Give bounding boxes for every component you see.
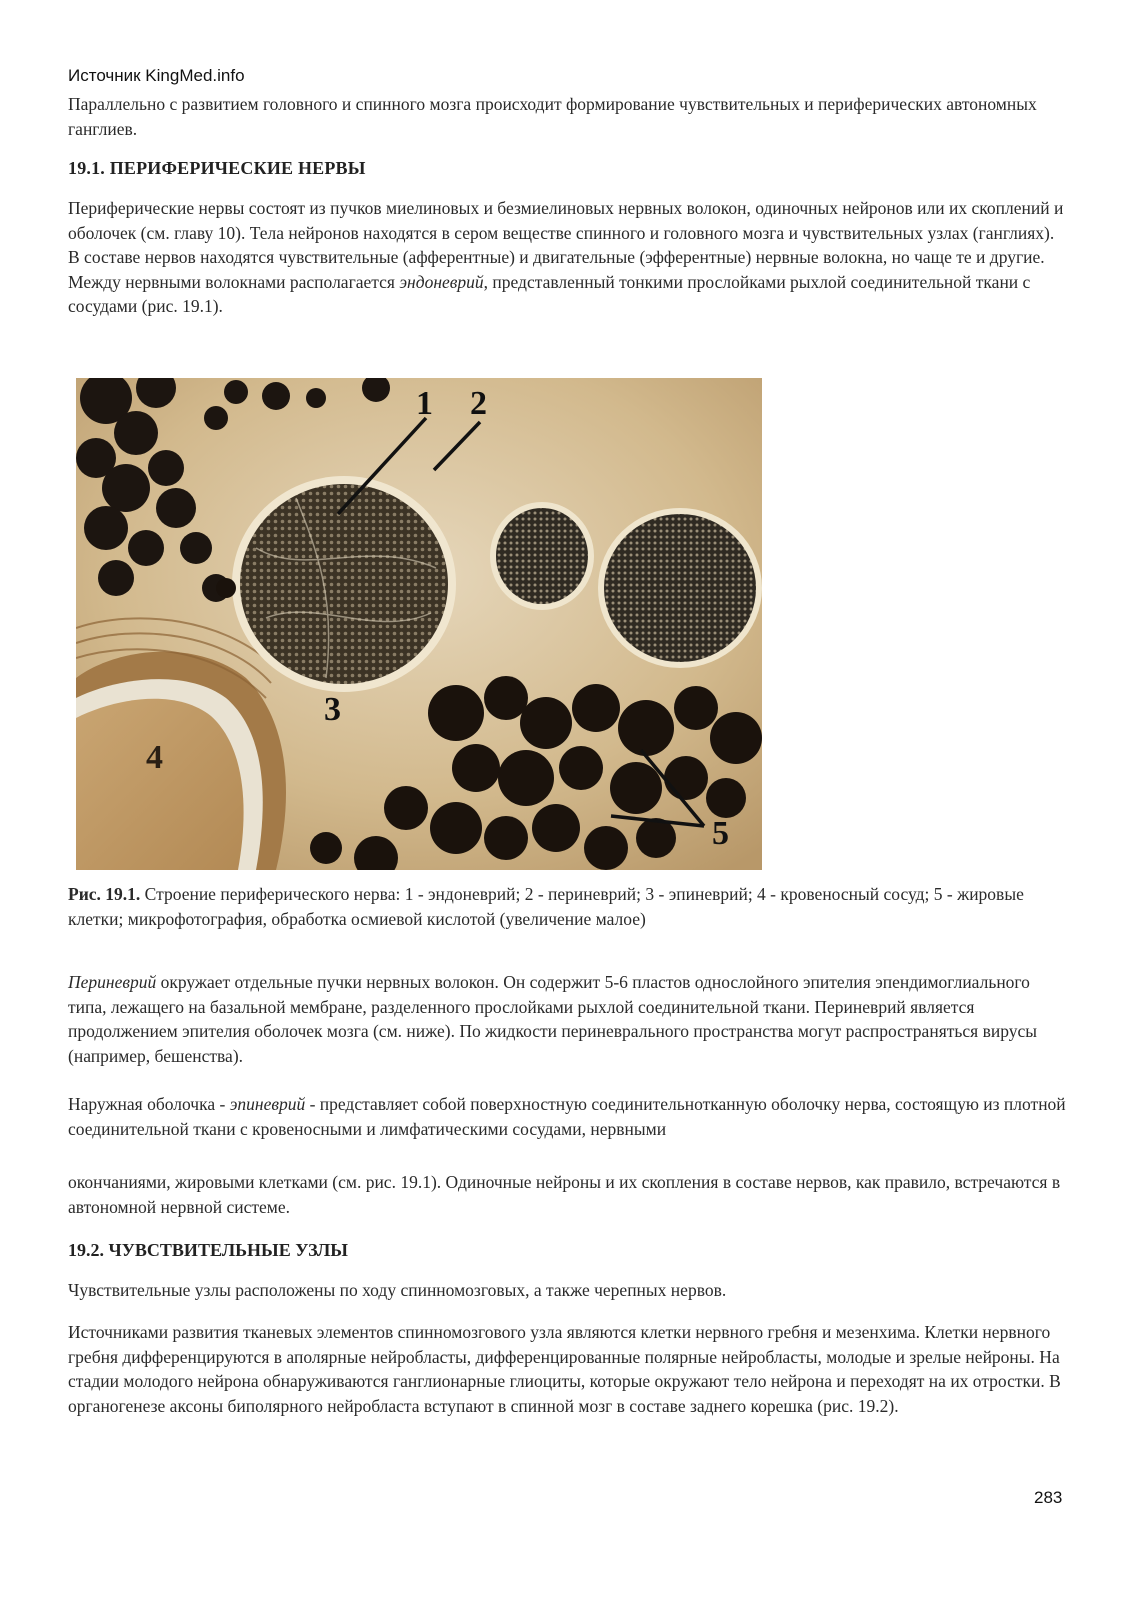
figure-label-5: 5 <box>712 815 729 852</box>
figure-label-4: 4 <box>146 739 163 776</box>
figure-label-2: 2 <box>470 385 487 422</box>
figure-caption: Рис. 19.1. Строение периферического нерва: 1 - эндоневрий; 2 - периневрий; 3 - эпиневрий; 4 - кровеносный сосуд; 5 - жировые клетки; микрофотография, обработка осмиевой кислотой (увеличение малое) <box>68 884 1024 929</box>
section-heading-peripheral-nerves: 19.1. ПЕРИФЕРИЧЕСКИЕ НЕРВЫ <box>68 158 366 178</box>
nerve-micrograph-image <box>76 378 762 870</box>
term-epineurium: эпиневрий <box>229 1094 306 1114</box>
paragraph-sensory-ganglia-location: Чувствительные узлы расположены по ходу спинномозговых, а также черепных нервов. <box>68 1280 727 1300</box>
source-line: Источник KingMed.info <box>68 66 245 85</box>
figure-label-3: 3 <box>324 691 341 728</box>
intro-paragraph: Параллельно с развитием головного и спинного мозга происходит формирование чувствительных и периферических автономных ганглиев. <box>68 94 1037 139</box>
paragraph-epineurium-continued: окончаниями, жировыми клетками (см. рис. 19.1). Одиночные нейроны и их скопления в составе нервов, как правило, встречаются в автономной нервной системе. <box>68 1172 1061 1217</box>
paragraph-sensory-ganglia-development: Источниками развития тканевых элементов спинномозгового узла являются клетки нервного гребня и мезенхима. Клетки нервного гребня дифференцируются в аполярные нейробласты, дифференцированные полярные нейробласты, молодые и зрелые нейроны. На стадии молодого нейрона обнаруживаются ганглионарные глиоциты, которые окружают тело нейрона и переходят на их отростки. В органогенезе аксоны биполярного нейробласта вступают в спинной мозг в составе заднего корешка (рис. 19.2). <box>68 1322 1061 1416</box>
paragraph-perineurium: Периневрий окружает отдельные пучки нервных волокон. Он содержит 5-6 пластов однослойного эпителия эпендимоглиального типа, лежащего на базальной мембране, разделенного прослойками рыхлой соединительной ткани. Периневрий является продолжением эпителия оболочек мозга (см. ниже). По жидкости периневрального пространства могут распространяться вирусы (например, бешенства). <box>68 972 1037 1066</box>
paragraph-peripheral-nerves: Периферические нервы состоят из пучков миелиновых и безмиелиновых нервных волокон, одиночных нейронов или их скоплений и оболочек (см. главу 10). Тела нейронов находятся в сером веществе спинного и головного мозга и чувствительных узлах (ганглиях). В составе нервов находятся чувствительные (афферентные) и двигательные (эфферентные) нервные волокна, но чаще те и другие. Между нервными волокнами располагается эндоневрий, представленный тонкими прослойками рыхлой соединительной ткани с сосудами (рис. 19.1). <box>68 198 1064 316</box>
page-number: 283 <box>1034 1488 1063 1507</box>
paragraph-epineurium: Наружная оболочка - эпиневрий - представляет собой поверхностную соединительнотканную оболочку нерва, состоящую из плотной соединительной ткани с кровеносными и лимфатическими сосудами, нервными <box>68 1094 1066 1139</box>
term-perineurium: Периневрий <box>68 972 157 992</box>
figure-19-1-micrograph <box>76 378 762 870</box>
section-heading-sensory-ganglia: 19.2. ЧУВСТВИТЕЛЬНЫЕ УЗЛЫ <box>68 1240 348 1260</box>
caption-label: Рис. 19.1. <box>68 884 141 904</box>
term-endoneurium: эндоневрий <box>399 271 484 292</box>
figure-label-1: 1 <box>416 385 433 422</box>
